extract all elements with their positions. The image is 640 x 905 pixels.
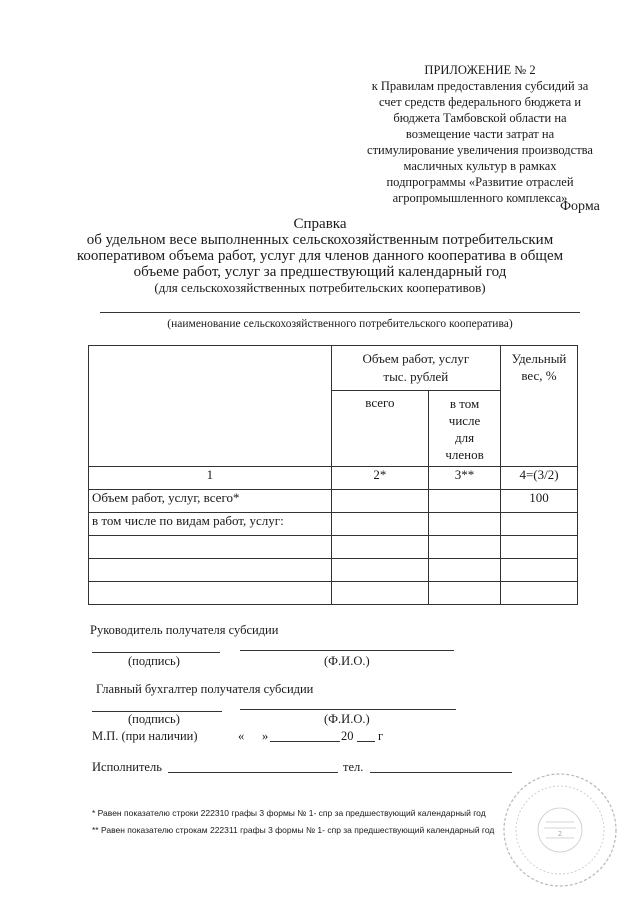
date-close-quote: »	[262, 729, 269, 743]
header-members-text: в том числе для членов	[445, 396, 484, 462]
col-number-4: 4=(3/2)	[500, 467, 577, 490]
row-bytype-label: в том числе по видам работ, услуг:	[89, 513, 332, 536]
appendix-line: масличных культур в рамках	[403, 159, 557, 173]
title-line: об удельном весе выполненных сельскохозяйственным потребительским	[86, 232, 554, 248]
table-cell	[429, 513, 501, 536]
title-line: кооперативом объема работ, услуг для членов данного кооператива в общем	[76, 248, 564, 264]
executor-label: Исполнитель	[92, 760, 162, 774]
accountant-fio-line	[240, 709, 456, 710]
year-prefix: 20	[341, 729, 354, 743]
table-cell	[429, 536, 501, 559]
coop-name-line	[100, 312, 580, 313]
appendix-line: стимулирование увеличения производства	[367, 143, 593, 157]
head-title: Руководитель получателя субсидии	[90, 623, 279, 637]
row-total-share: 100	[500, 490, 577, 513]
header-volume	[331, 346, 500, 391]
head-fio-caption: (Ф.И.О.)	[324, 654, 370, 668]
appendix-line: ПРИЛОЖЕНИЕ № 2	[424, 63, 536, 77]
title-subtitle: (для сельскохозяйственных потребительских кооперативов)	[154, 280, 486, 295]
table-cell	[500, 536, 577, 559]
table-cell	[331, 490, 428, 513]
appendix-line: счет средств федерального бюджета и	[378, 95, 582, 109]
footnote-1: * Равен показателю строки 222310 графы 3 формы № 1- спр за предшествующий календарный год	[92, 808, 486, 818]
phone-line	[370, 772, 512, 773]
accountant-sign-caption: (подпись)	[128, 712, 180, 726]
table-cell	[429, 490, 501, 513]
year-suffix: г	[378, 729, 384, 743]
table-cell	[331, 513, 428, 536]
header-volume-text: Объем работ, услуг тыс. рублей	[362, 351, 470, 384]
table-cell	[89, 582, 332, 605]
table-cell	[429, 559, 501, 582]
appendix-line: возмещение части затрат на	[405, 127, 555, 141]
appendix-line: агропромышленного комплекса»	[392, 191, 568, 205]
appendix-line: подпрограммы «Развитие отраслей	[386, 175, 574, 189]
document-title	[70, 216, 570, 296]
coop-name-caption: (наименование сельскохозяйственного потребительского кооператива)	[167, 318, 513, 330]
appendix-header	[345, 62, 615, 206]
table-cell	[89, 536, 332, 559]
volume-table	[88, 345, 578, 605]
accountant-title: Главный бухгалтер получателя субсидии	[96, 682, 314, 696]
head-sign-caption: (подпись)	[128, 654, 180, 668]
table-cell	[331, 582, 428, 605]
col-number-2: 2*	[331, 467, 428, 490]
date-month-line	[270, 741, 340, 742]
form-label: Форма	[560, 199, 600, 214]
table-cell	[500, 559, 577, 582]
seal-stamp	[500, 770, 620, 890]
footnote-2: ** Равен показателю строкам 222311 графы 3 формы № 1- спр за предшествующий календарный год	[92, 825, 495, 835]
header-empty-cell	[89, 346, 332, 467]
accountant-fio-caption: (Ф.И.О.)	[324, 712, 370, 726]
table-cell	[331, 559, 428, 582]
title-line: объеме работ, услуг за предшествующий календарный год	[133, 264, 507, 280]
header-share-text: Удельный вес, %	[511, 351, 567, 383]
appendix-line: бюджета Тамбовской области на	[393, 111, 567, 125]
phone-label: тел.	[343, 760, 364, 774]
table-cell	[89, 559, 332, 582]
title-heading: Справка	[293, 216, 347, 232]
year-line	[357, 741, 375, 742]
seal-center-text: 2	[557, 830, 563, 838]
appendix-line: к Правилам предоставления субсидий за	[371, 79, 589, 93]
header-total: всего	[331, 391, 428, 467]
col-number-3: 3**	[429, 467, 501, 490]
table-cell	[429, 582, 501, 605]
col-number-1: 1	[89, 467, 332, 490]
head-sign-line	[92, 652, 220, 653]
table-cell	[331, 536, 428, 559]
header-share	[500, 346, 577, 467]
head-fio-line	[240, 650, 454, 651]
header-members	[429, 391, 501, 467]
date-open-quote: «	[238, 729, 245, 743]
table-cell	[500, 513, 577, 536]
row-total-label: Объем работ, услуг, всего*	[89, 490, 332, 513]
mp-label: М.П. (при наличии)	[92, 729, 198, 743]
executor-line	[168, 772, 338, 773]
table-cell	[500, 582, 577, 605]
